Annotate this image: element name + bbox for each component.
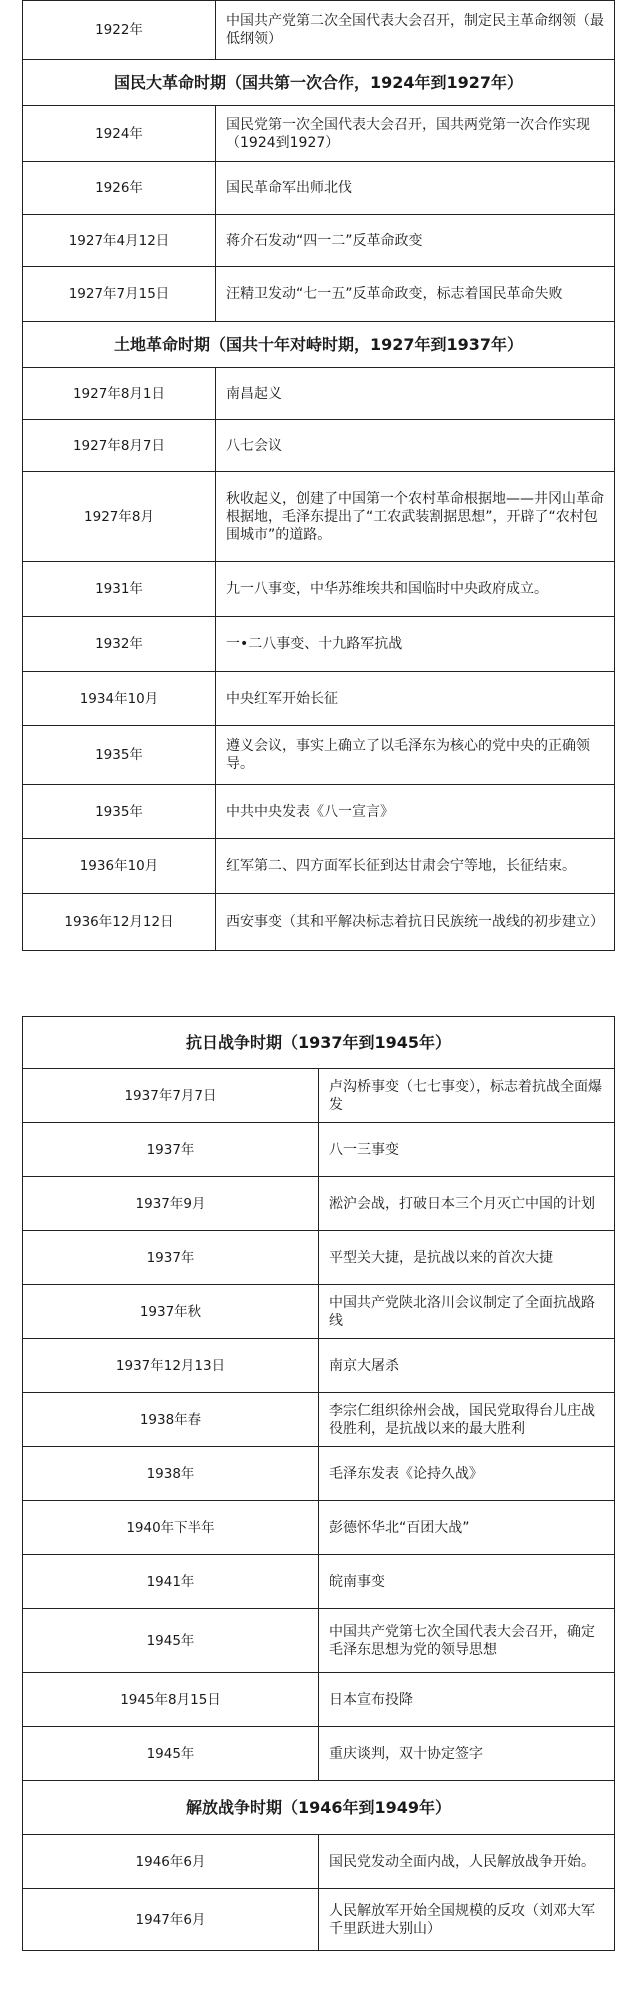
table-row [23,106,615,162]
event-description: 淞沪会战，打破日本三个月灭亡中国的计划 [319,1177,615,1231]
event-description: 平型关大捷，是抗战以来的首次大捷 [319,1231,615,1285]
event-date: 1940年下半年 [23,1501,319,1555]
event-date: 1926年 [23,162,216,215]
event-description: 八七会议 [216,420,615,472]
event-date: 1947年6月 [23,1889,319,1951]
event-date: 1934年10月 [23,672,216,726]
event-description: 中国共产党第二次全国代表大会召开，制定民主革命纲领（最低纲领） [216,1,615,60]
table-row [23,1069,615,1123]
event-date: 1927年8月7日 [23,420,216,472]
event-date: 1927年8月1日 [23,368,216,420]
event-date: 1945年 [23,1727,319,1781]
table-row [23,1339,615,1393]
table-row [23,1123,615,1177]
event-date: 1935年 [23,785,216,839]
table-row [23,894,615,951]
timeline-table-1 [22,0,615,951]
event-date: 1936年12月12日 [23,894,216,951]
event-description: 毛泽东发表《论持久战》 [319,1447,615,1501]
event-description: 皖南事变 [319,1555,615,1609]
event-description: 国民党第一次全国代表大会召开，国共两党第一次合作实现（1924到1927） [216,106,615,162]
event-date: 1932年 [23,617,216,672]
event-description: 西安事变（其和平解决标志着抗日民族统一战线的初步建立） [216,894,615,951]
table-row [23,215,615,267]
table-row [23,839,615,894]
event-date: 1937年 [23,1231,319,1285]
table-row [23,1285,615,1339]
event-description: 九一八事变，中华苏维埃共和国临时中央政府成立。 [216,562,615,617]
event-date: 1927年4月12日 [23,215,216,267]
event-description: 红军第二、四方面军长征到达甘肃会宁等地，长征结束。 [216,839,615,894]
period-header: 抗日战争时期（1937年到1945年） [23,1017,615,1069]
event-date: 1938年 [23,1447,319,1501]
table-row [23,1727,615,1781]
event-description: 遵义会议，事实上确立了以毛泽东为核心的党中央的正确领导。 [216,726,615,785]
event-date: 1937年7月7日 [23,1069,319,1123]
table-row [23,1673,615,1727]
section-header-row [23,60,615,106]
table-row [23,1609,615,1673]
event-date: 1945年8月15日 [23,1673,319,1727]
event-description: 人民解放军开始全国规模的反攻（刘邓大军千里跃进大别山） [319,1889,615,1951]
event-description: 南昌起义 [216,368,615,420]
period-header: 国民大革命时期（国共第一次合作，1924年到1927年） [23,60,615,106]
table-row [23,1835,615,1889]
event-description: 南京大屠杀 [319,1339,615,1393]
table-row [23,726,615,785]
event-date: 1946年6月 [23,1835,319,1889]
table-row [23,420,615,472]
event-description: 卢沟桥事变（七七事变），标志着抗战全面爆发 [319,1069,615,1123]
section-header-row [23,1017,615,1069]
event-description: 中国共产党陕北洛川会议制定了全面抗战路线 [319,1285,615,1339]
table-row [23,1,615,60]
event-description: 汪精卫发动“七一五”反革命政变，标志着国民革命失败 [216,267,615,322]
table-row [23,672,615,726]
event-date: 1927年8月 [23,472,216,562]
event-date: 1937年12月13日 [23,1339,319,1393]
table-row [23,617,615,672]
table-row [23,1555,615,1609]
event-description: 日本宣布投降 [319,1673,615,1727]
table-row [23,472,615,562]
event-description: 李宗仁组织徐州会战，国民党取得台儿庄战役胜利，是抗战以来的最大胜利 [319,1393,615,1447]
table-row [23,1889,615,1951]
table-row [23,1447,615,1501]
event-date: 1936年10月 [23,839,216,894]
event-date: 1924年 [23,106,216,162]
event-description: 八一三事变 [319,1123,615,1177]
event-date: 1937年 [23,1123,319,1177]
event-date: 1922年 [23,1,216,60]
event-description: 一•二八事变、十九路军抗战 [216,617,615,672]
event-date: 1935年 [23,726,216,785]
event-description: 中国共产党第七次全国代表大会召开，确定毛泽东思想为党的领导思想 [319,1609,615,1673]
period-header: 土地革命时期（国共十年对峙时期，1927年到1937年） [23,322,615,368]
table-row [23,562,615,617]
period-header: 解放战争时期（1946年到1949年） [23,1781,615,1835]
event-date: 1927年7月15日 [23,267,216,322]
event-description: 中央红军开始长征 [216,672,615,726]
table-row [23,1177,615,1231]
table-row [23,162,615,215]
table-row [23,267,615,322]
event-description: 中共中央发表《八一宣言》 [216,785,615,839]
timeline-table-2 [22,1016,615,1951]
table-row [23,1393,615,1447]
table-row [23,1501,615,1555]
table-row [23,785,615,839]
event-description: 国民革命军出师北伐 [216,162,615,215]
event-date: 1945年 [23,1609,319,1673]
event-description: 重庆谈判，双十协定签字 [319,1727,615,1781]
table-row [23,368,615,420]
event-date: 1941年 [23,1555,319,1609]
event-date: 1931年 [23,562,216,617]
section-header-row [23,1781,615,1835]
event-date: 1937年秋 [23,1285,319,1339]
table-row [23,1231,615,1285]
event-description: 国民党发动全面内战，人民解放战争开始。 [319,1835,615,1889]
event-date: 1937年9月 [23,1177,319,1231]
event-description: 秋收起义，创建了中国第一个农村革命根据地——井冈山革命根据地，毛泽东提出了“工农武装割据思想”，开辟了“农村包围城市”的道路。 [216,472,615,562]
event-description: 蒋介石发动“四一二”反革命政变 [216,215,615,267]
event-description: 彭德怀华北“百团大战” [319,1501,615,1555]
section-header-row [23,322,615,368]
event-date: 1938年春 [23,1393,319,1447]
